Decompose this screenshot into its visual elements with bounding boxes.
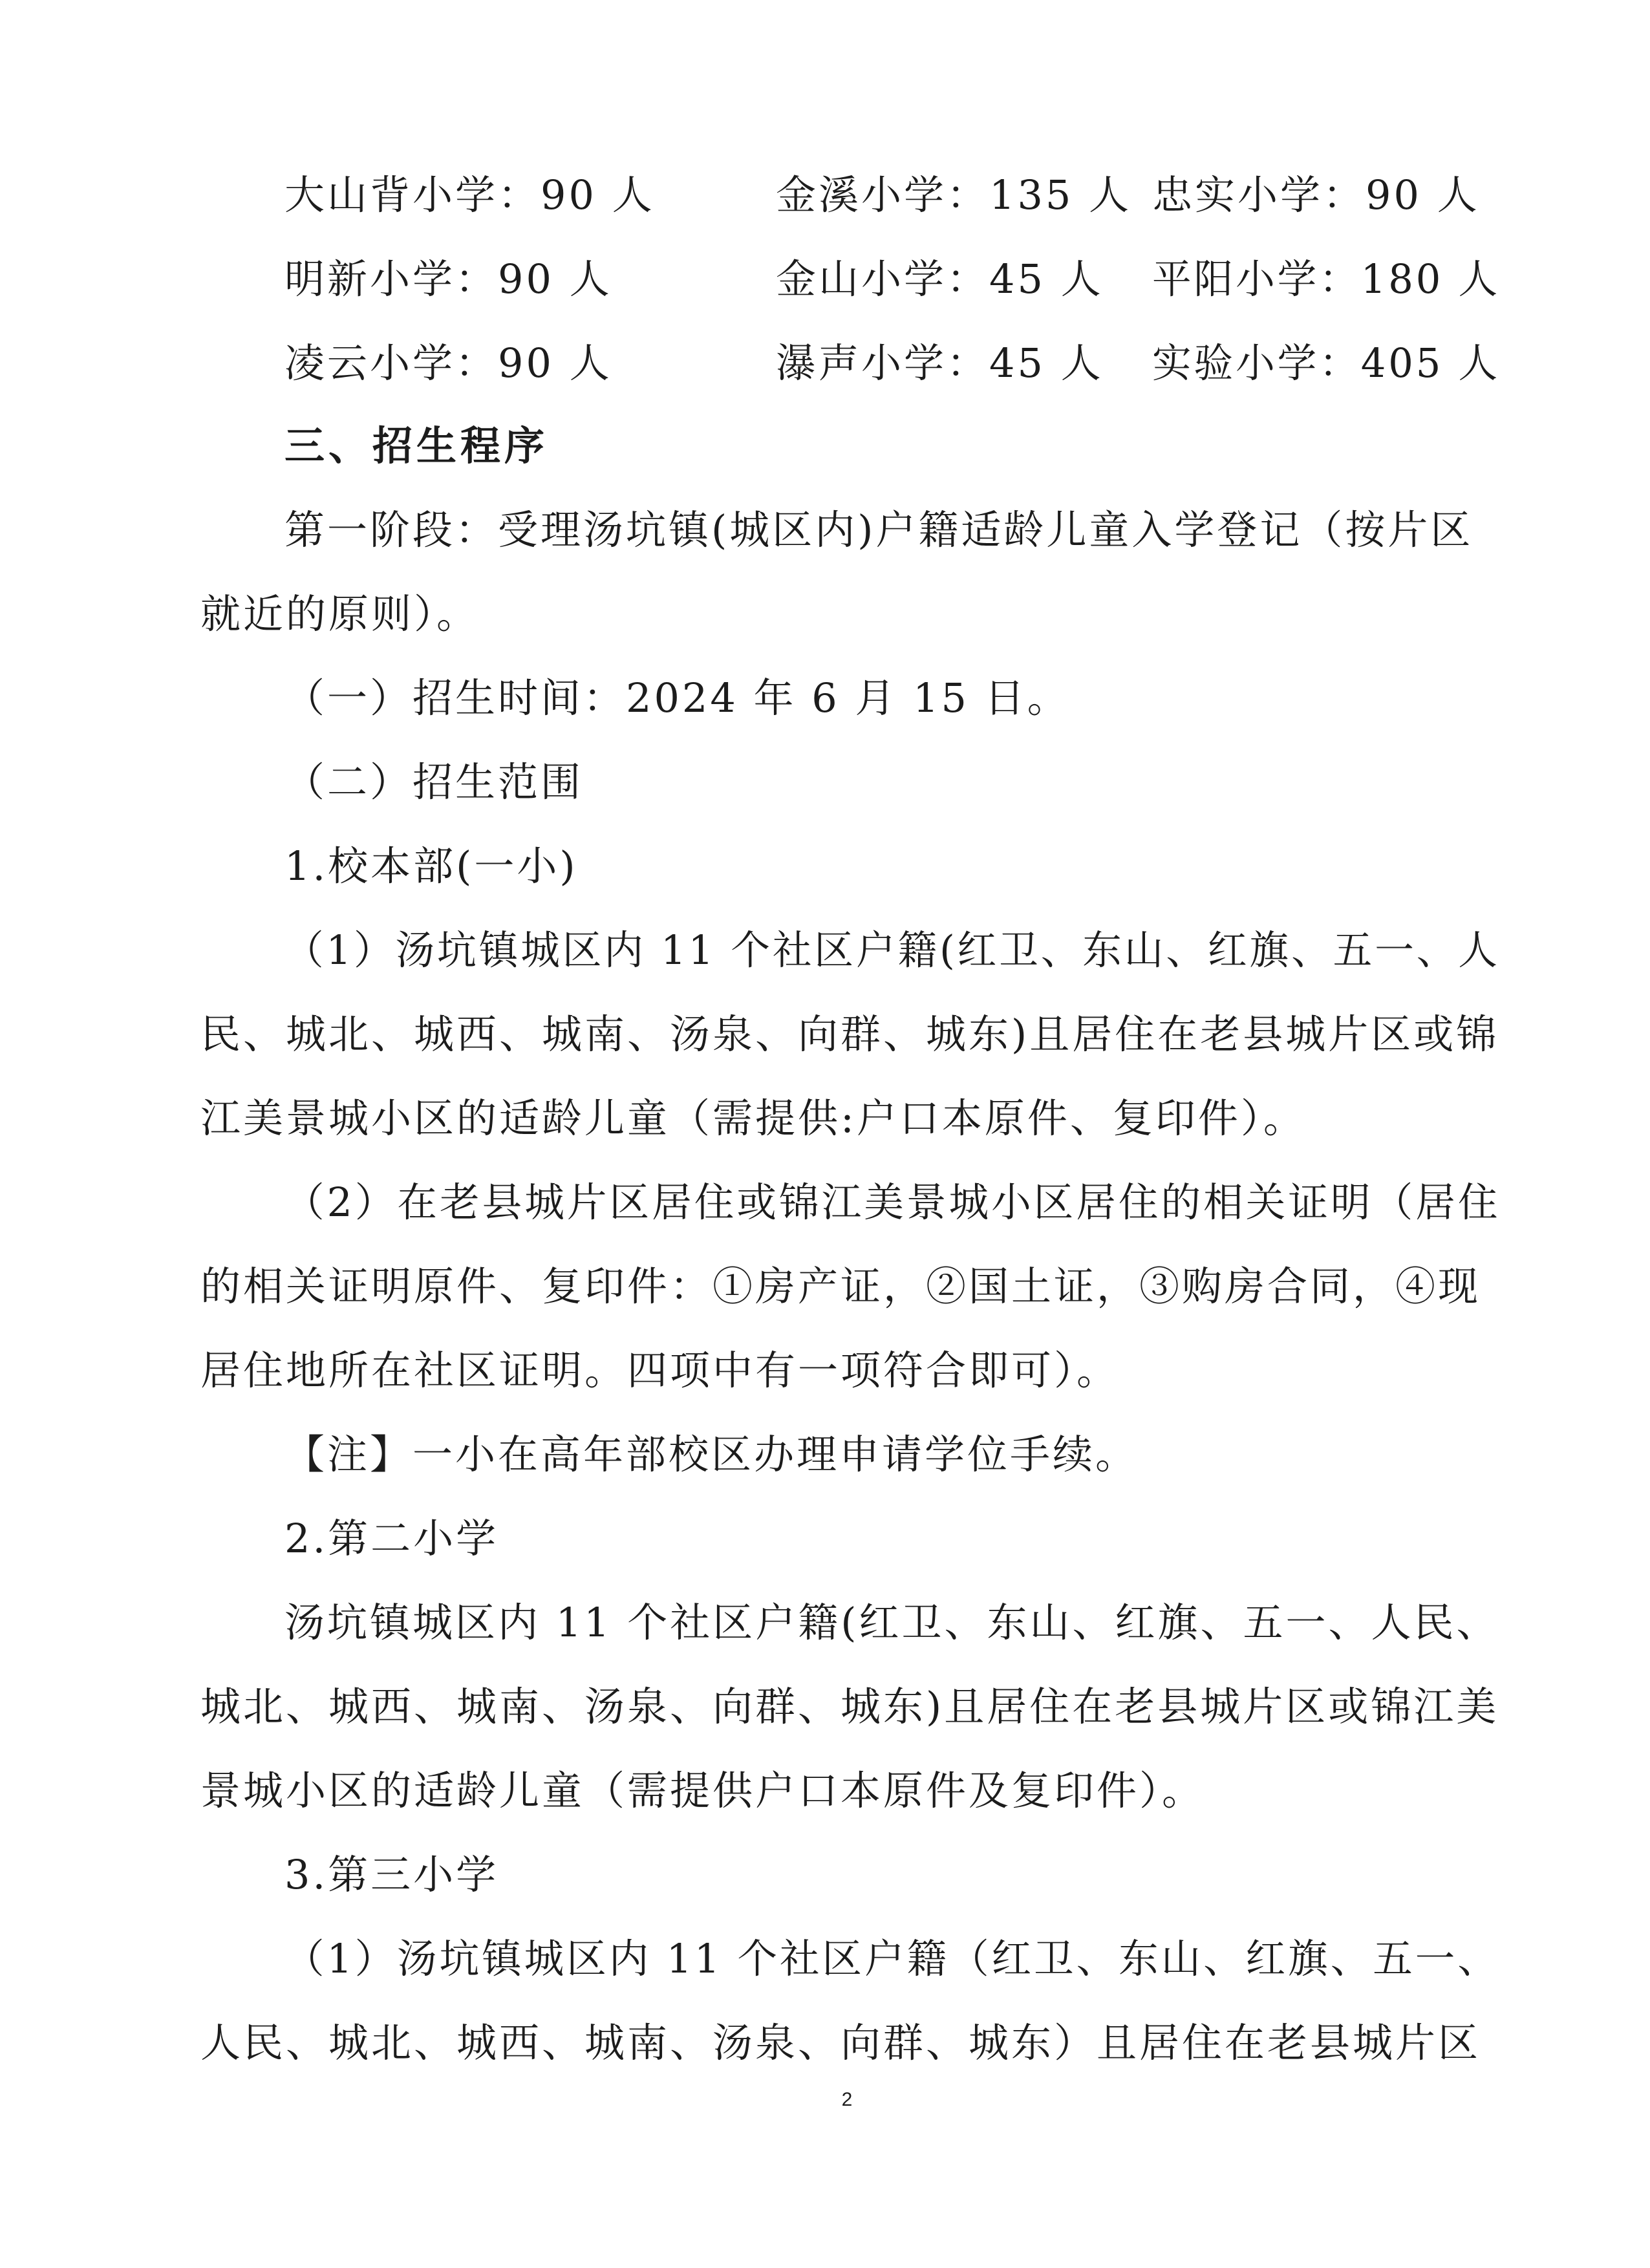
school-quota: 忠实小学：90 人 [1152, 171, 1480, 219]
school-quota: 瀑声小学：45 人 [776, 339, 1104, 387]
enroll-time: （一）招生时间：2024 年 6 月 15 日。 [284, 674, 1070, 722]
paragraph-line: 第一阶段：受理汤坑镇(城区内)户籍适龄儿童入学登记（按片区 [284, 506, 1473, 553]
school-quota: 平阳小学：180 人 [1152, 255, 1501, 303]
paragraph-line: （1）汤坑镇城区内 11 个社区户籍(红卫、东山、红旗、五一、人 [284, 926, 1500, 974]
item-title: 3.第三小学 [284, 1851, 499, 1898]
note: 【注】一小在高年部校区办理申请学位手续。 [284, 1431, 1139, 1478]
section-heading: 三、招生程序 [284, 422, 549, 469]
school-quota: 实验小学：405 人 [1152, 339, 1501, 387]
paragraph-line: 城北、城西、城南、汤泉、向群、城东)且居住在老县城片区或锦江美 [200, 1683, 1499, 1730]
paragraph-line: 就近的原则）。 [200, 590, 480, 637]
school-quota: 明新小学：90 人 [284, 255, 612, 303]
paragraph-line: （1）汤坑镇城区内 11 个社区户籍（红卫、东山、红旗、五一、 [284, 1935, 1500, 1982]
paragraph-line: 民、城北、城西、城南、汤泉、向群、城东)且居住在老县城片区或锦 [200, 1011, 1499, 1058]
paragraph-line: 的相关证明原件、复印件：①房产证，②国土证，③购房合同，④现 [200, 1263, 1481, 1310]
paragraph-line: （2）在老县城片区居住或锦江美景城小区居住的相关证明（居住 [284, 1179, 1501, 1226]
item-title: 2.第二小学 [284, 1515, 499, 1562]
item-title: 1.校本部(一小) [284, 842, 578, 890]
school-quota: 凌云小学：90 人 [284, 339, 612, 387]
school-quota: 金溪小学：135 人 [776, 171, 1132, 219]
paragraph-line: 居住地所在社区证明。四项中有一项符合即可）。 [200, 1347, 1120, 1394]
enroll-scope: （二）招生范围 [284, 758, 584, 806]
paragraph-line: 人民、城北、城西、城南、汤泉、向群、城东）且居住在老县城片区 [200, 2019, 1481, 2066]
school-quota: 金山小学：45 人 [776, 255, 1104, 303]
paragraph-line: 江美景城小区的适龄儿童（需提供:户口本原件、复印件）。 [200, 1095, 1306, 1142]
page-number: 2 [841, 2089, 853, 2110]
paragraph-line: 汤坑镇城区内 11 个社区户籍(红卫、东山、红旗、五一、人民、 [284, 1599, 1499, 1646]
school-quota: 大山背小学：90 人 [284, 171, 655, 219]
paragraph-line: 景城小区的适龄儿童（需提供户口本原件及复印件）。 [200, 1767, 1205, 1814]
